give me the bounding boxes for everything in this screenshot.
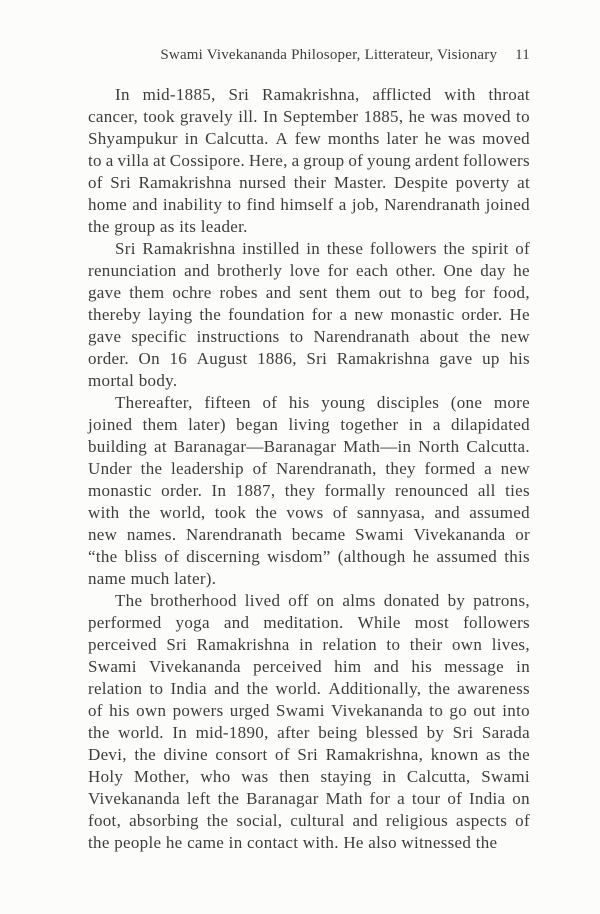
text-line: Shyampukur in Calcutta. A few months later he was moved: [88, 129, 530, 148]
text-line: gave specific instructions to Narendranath about the new: [88, 327, 530, 346]
text-line: Swami Vivekananda perceived him and his message in: [88, 657, 530, 676]
running-header: [88, 46, 530, 64]
text-line: the people he came in contact with. He also witnessed the: [88, 833, 498, 852]
text-line: Vivekananda left the Baranagar Math for a tour of India on: [88, 789, 530, 808]
text-line: thereby laying the foundation for a new monastic order. He: [88, 305, 530, 324]
text-line: performed yoga and meditation. While most followers: [88, 613, 530, 632]
text-line: order. On 16 August 1886, Sri Ramakrishna gave up his: [88, 349, 530, 368]
text-line: mortal body.: [88, 371, 178, 390]
text-line: gave them ochre robes and sent them out to beg for food,: [88, 283, 530, 302]
text-line: joined them later) began living together in a dilapidated: [88, 415, 530, 434]
text-line: The brotherhood lived off on alms donated by patrons,: [115, 591, 530, 610]
text-line: of Sri Ramakrishna nursed their Master. Despite poverty at: [88, 173, 530, 192]
text-line: of his own powers urged Swami Vivekananda to go out into: [88, 701, 530, 720]
paragraph: [88, 590, 530, 854]
paragraph: [88, 84, 530, 238]
text-line: renunciation and brotherly love for each other. One day he: [88, 261, 530, 280]
text-line: Holy Mother, who was then staying in Calcutta, Swami: [88, 767, 530, 786]
text-line: relation to India and the world. Additionally, the awareness: [88, 679, 530, 698]
text-line: Devi, the divine consort of Sri Ramakrishna, known as the: [88, 745, 530, 764]
text-line: the group as its leader.: [88, 217, 248, 236]
text-line: “the bliss of discerning wisdom” (although he assumed this: [88, 547, 530, 566]
text-line: Sri Ramakrishna instilled in these followers the spirit of: [115, 239, 530, 258]
text-line: name much later).: [88, 569, 217, 588]
text-line: foot, absorbing the social, cultural and religious aspects of: [88, 811, 530, 830]
text-line: Thereafter, fifteen of his young disciples (one more: [115, 393, 530, 412]
text-line: In mid-1885, Sri Ramakrishna, afflicted with throat: [115, 85, 530, 104]
text-line: new names. Narendranath became Swami Vivekananda or: [88, 525, 530, 544]
text-line: monastic order. In 1887, they formally renounced all ties: [88, 481, 530, 500]
text-line: perceived Sri Ramakrishna in relation to their own lives,: [88, 635, 530, 654]
paragraph: [88, 392, 530, 590]
text-line: home and inability to find himself a job, Narendranath joined: [88, 195, 530, 214]
running-header-title: Swami Vivekananda Philosoper, Litterateur, Visionary: [160, 47, 498, 63]
text-line: to a villa at Cossipore. Here, a group of young ardent followers: [88, 151, 530, 170]
text-line: Under the leadership of Narendranath, they formed a new: [88, 459, 530, 478]
page-number: 11: [515, 47, 530, 63]
page-body: [88, 84, 530, 854]
text-line: with the world, took the vows of sannyasa, and assumed: [88, 503, 530, 522]
text-line: the world. In mid-1890, after being blessed by Sri Sarada: [88, 723, 530, 742]
text-line: cancer, took gravely ill. In September 1885, he was moved to: [88, 107, 530, 126]
text-line: building at Baranagar—Baranagar Math—in North Calcutta.: [88, 437, 530, 456]
paragraph: [88, 238, 530, 392]
